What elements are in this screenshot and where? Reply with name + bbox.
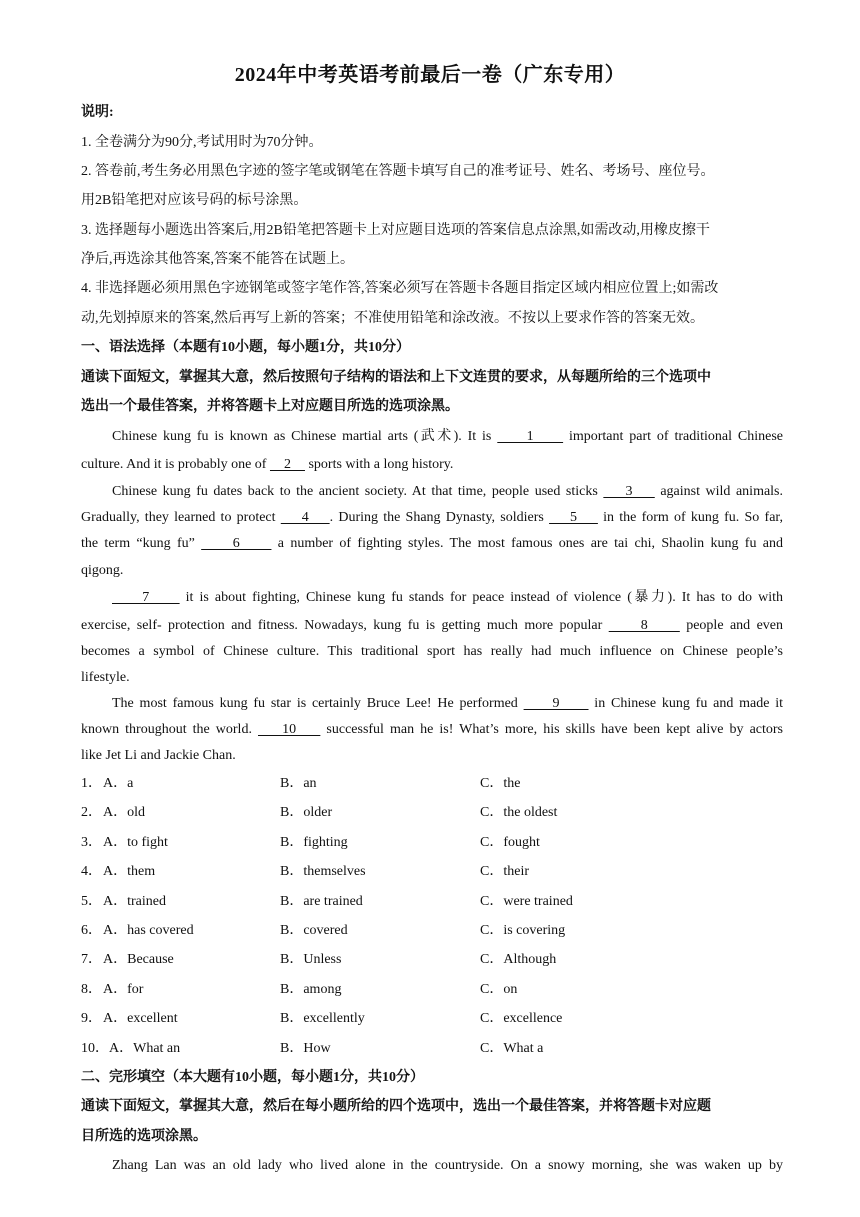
blank-2[interactable]: 2 xyxy=(269,457,305,472)
question-row-5 xyxy=(81,893,783,911)
question-row-8 xyxy=(81,981,783,999)
option-c[interactable]: C．is covering xyxy=(480,923,566,938)
option-c[interactable]: C．their xyxy=(480,864,529,879)
option-c[interactable]: C．on xyxy=(480,982,518,997)
section1-heading: 一、语法选择（本题有10小题，每小题1分，共10分） xyxy=(81,340,410,355)
note-line: 动,先划掉原来的答案,然后再写上新的答案；不准使用铅笔和涂改液。不按以上要求作答的答案无效。 xyxy=(81,311,704,326)
option-c[interactable]: C．excellence xyxy=(480,1011,563,1026)
option-b[interactable]: B．are trained xyxy=(280,894,363,909)
passage-line: The most famous kung fu star is certainly Bruce Lee! He performed 9 in Chinese kung fu and made it xyxy=(112,696,784,711)
option-b[interactable]: B．fighting xyxy=(280,835,348,850)
passage-line: exercise, self- protection and fitness. Nowadays, kung fu is getting much more popular 8 people and even xyxy=(81,618,784,633)
option-a[interactable]: A．What an xyxy=(109,1041,181,1056)
blank-3[interactable]: 3 xyxy=(603,484,655,499)
passage-line: Chinese kung fu is known as Chinese martial arts (武术). It is 1 important part of traditional Chinese xyxy=(112,429,784,444)
section2-instruction: 目所选的选项涂黑。 xyxy=(81,1129,207,1144)
blank-10[interactable]: 10 xyxy=(258,722,321,737)
question-number: 7． xyxy=(81,952,102,967)
blank-8[interactable]: 8 xyxy=(608,618,680,633)
option-a[interactable]: A．them xyxy=(103,864,156,879)
section2-instruction: 通读下面短文，掌握其大意，然后在每小题所给的四个选项中，选出一个最佳答案，并将答题卡对应题 xyxy=(81,1099,711,1114)
question-number: 2． xyxy=(81,805,102,820)
page-title: 2024年中考英语考前最后一卷（广东专用） xyxy=(234,64,626,86)
passage-line: qigong. xyxy=(81,563,124,578)
option-b[interactable]: B．an xyxy=(280,776,317,791)
question-number: 8． xyxy=(81,982,102,997)
note-line: 用2B铅笔把对应该号码的标号涂黑。 xyxy=(81,193,308,208)
option-c[interactable]: C．Although xyxy=(480,952,557,967)
option-a[interactable]: A．for xyxy=(103,982,144,997)
section1-instruction: 选出一个最佳答案，并将答题卡上对应题目所选的选项涂黑。 xyxy=(81,399,459,414)
section2-heading: 二、完形填空（本大题有10小题，每小题1分，共10分） xyxy=(81,1070,424,1085)
passage-line: culture. And it is probably one of 2 sports with a long history. xyxy=(81,457,454,472)
option-c[interactable]: C．were trained xyxy=(480,894,573,909)
option-b[interactable]: B．among xyxy=(280,982,342,997)
option-c[interactable]: C．fought xyxy=(480,835,540,850)
option-c[interactable]: C．the oldest xyxy=(480,805,558,820)
blank-6[interactable]: 6 xyxy=(201,536,272,551)
option-a[interactable]: A．a xyxy=(103,776,134,791)
note-line: 净后,再选涂其他答案,答案不能答在试题上。 xyxy=(81,252,354,267)
option-c[interactable]: C．the xyxy=(480,776,521,791)
note-line: 2. 答卷前,考生务必用黑色字迹的签字笔或钢笔在答题卡填写自己的准考证号、姓名、考场号、座位号。 xyxy=(81,164,715,179)
question-row-3 xyxy=(81,834,783,852)
passage-line: lifestyle. xyxy=(81,670,130,685)
question-row-7 xyxy=(81,951,783,969)
question-number: 10． xyxy=(81,1041,109,1056)
passage-line: known throughout the world. 10 successful man he is! What’s more, his skills have been kept alive by actors xyxy=(81,722,783,737)
question-number: 4． xyxy=(81,864,102,879)
question-number: 6． xyxy=(81,923,102,938)
note-line: 1. 全卷满分为90分,考试用时为70分钟。 xyxy=(81,135,323,150)
question-row-1 xyxy=(81,775,783,793)
passage-line: like Jet Li and Jackie Chan. xyxy=(81,748,236,763)
option-a[interactable]: A．to fight xyxy=(103,835,168,850)
option-b[interactable]: B．covered xyxy=(280,923,348,938)
notes-heading: 说明: xyxy=(81,105,114,120)
blank-1[interactable]: 1 xyxy=(497,429,564,444)
question-row-9 xyxy=(81,1010,783,1028)
option-b[interactable]: B．older xyxy=(280,805,333,820)
option-b[interactable]: B．excellently xyxy=(280,1011,365,1026)
option-b[interactable]: B．Unless xyxy=(280,952,342,967)
option-b[interactable]: B．themselves xyxy=(280,864,366,879)
question-row-6 xyxy=(81,922,783,940)
section1-instruction: 通读下面短文，掌握其大意，然后按照句子结构的语法和上下文连贯的要求，从每题所给的三个选项中 xyxy=(81,370,711,385)
option-c[interactable]: C．What a xyxy=(480,1041,544,1056)
question-row-4 xyxy=(81,863,783,881)
passage-line: the term “kung fu” 6 a number of fighting styles. The most famous ones are tai chi, Shaolin kung fu and xyxy=(81,536,784,551)
blank-4[interactable]: 4 xyxy=(280,510,330,525)
option-a[interactable]: A．Because xyxy=(103,952,174,967)
note-line: 3. 选择题每小题选出答案后,用2B铅笔把答题卡上对应题目选项的答案信息点涂黑,如需改动,用橡皮擦干 xyxy=(81,223,710,238)
question-number: 5． xyxy=(81,894,102,909)
blank-9[interactable]: 9 xyxy=(523,696,589,711)
option-a[interactable]: A．trained xyxy=(103,894,166,909)
question-number: 9． xyxy=(81,1011,102,1026)
passage-line: Zhang Lan was an old lady who lived alone in the countryside. On a snowy morning, she was waken up by xyxy=(112,1158,783,1173)
option-a[interactable]: A．old xyxy=(103,805,145,820)
question-number: 1． xyxy=(81,776,102,791)
passage-line: becomes a symbol of Chinese culture. This traditional sport has really had much influence on Chinese people’s xyxy=(81,644,783,659)
blank-7[interactable]: 7 xyxy=(112,590,180,605)
passage-line: Chinese kung fu dates back to the ancient society. At that time, people used sticks 3 against wild animals. xyxy=(112,484,784,499)
question-number: 3． xyxy=(81,835,102,850)
note-line: 4. 非选择题必须用黑色字迹钢笔或签字笔作答,答案必须写在答题卡各题目指定区域内相应位置上;如需改 xyxy=(81,281,719,296)
passage-line: Gradually, they learned to protect 4 . During the Shang Dynasty, soldiers 5 in the form of kung fu. So far, xyxy=(81,510,784,525)
blank-5[interactable]: 5 xyxy=(549,510,598,525)
option-a[interactable]: A．excellent xyxy=(103,1011,178,1026)
option-b[interactable]: B．How xyxy=(280,1041,331,1056)
question-row-10 xyxy=(81,1040,783,1058)
passage-line: 7 it is about fighting, Chinese kung fu stands for peace instead of violence (暴力). It has to do with xyxy=(112,590,783,605)
option-a[interactable]: A．has covered xyxy=(103,923,194,938)
question-row-2 xyxy=(81,804,783,822)
